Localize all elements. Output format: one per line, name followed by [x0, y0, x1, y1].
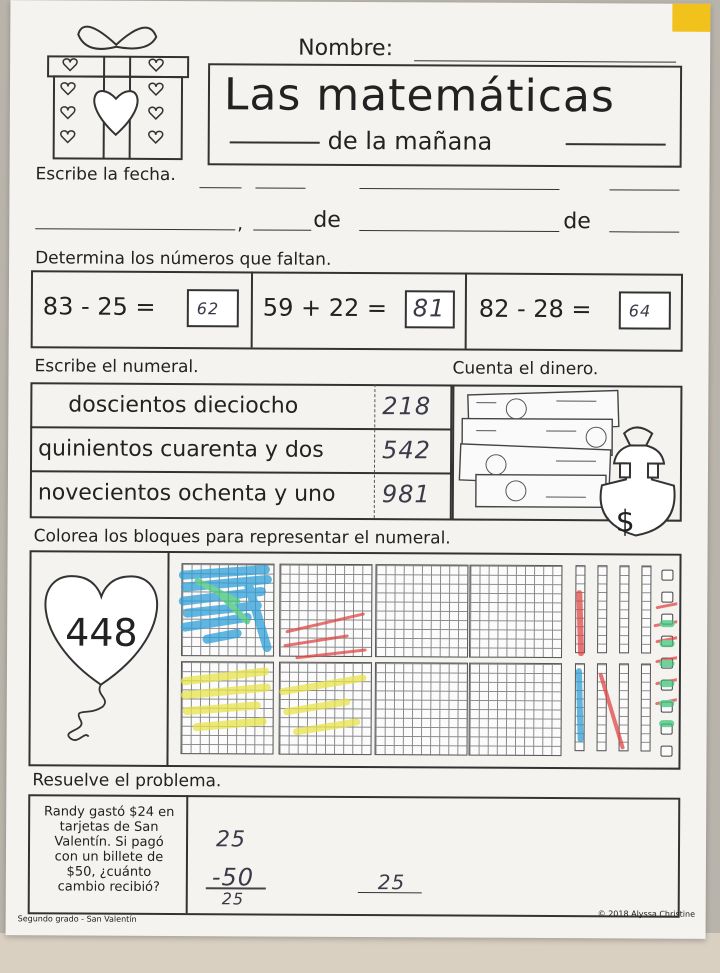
- blocks-prompt: Colorea los bloques para representar el numeral.: [33, 526, 451, 549]
- year-line[interactable]: [609, 213, 679, 232]
- date-line-4[interactable]: [609, 171, 679, 190]
- problem-2-answer-box[interactable]: [405, 290, 455, 328]
- date-de-1: de: [313, 207, 341, 233]
- background-floor: [0, 933, 720, 973]
- money-bag-icon: [596, 423, 683, 543]
- footer-right: © 2018 Alyssa Christine: [597, 909, 696, 919]
- date-prompt: Escribe la fecha.: [35, 164, 176, 186]
- problem-line: $50, ¿cuánto: [66, 864, 152, 880]
- problem-line: cambio recibió?: [57, 879, 160, 895]
- divider: [465, 273, 467, 349]
- numeral-words-3: novecientos ochenta y uno: [37, 480, 336, 507]
- day-line[interactable]: [253, 211, 311, 230]
- footer-left: Segundo grado - San Valentín: [17, 914, 137, 924]
- word-problem-prompt: Resuelve el problema.: [32, 770, 222, 792]
- problem-line: con un billete de: [54, 849, 164, 865]
- name-label: Nombre:: [298, 35, 394, 62]
- date-line-3[interactable]: [359, 170, 559, 190]
- numeral-answer-2[interactable]: 542: [382, 436, 431, 465]
- problem-line: Valentín. Si pagó: [54, 834, 164, 850]
- numeral-words-1: doscientos dieciocho: [68, 392, 299, 419]
- date-line-1[interactable]: [199, 169, 241, 188]
- numeral-words-2: quinientos cuarenta y dos: [38, 436, 324, 463]
- date-de-2: de: [563, 209, 591, 235]
- bag-dollar-symbol: $: [615, 504, 635, 540]
- problem-1-answer-box[interactable]: [187, 289, 239, 327]
- problem-3-answer-box[interactable]: [619, 291, 671, 329]
- target-number: 448: [65, 610, 138, 655]
- problem-1-answer: 62: [196, 299, 220, 319]
- heart-balloon-icon: [37, 566, 166, 747]
- work-line-3: 25: [221, 889, 245, 909]
- crayon-coloring: [176, 561, 677, 760]
- name-line[interactable]: [414, 38, 676, 62]
- problem-1-expression: 83 - 25 =: [42, 292, 156, 321]
- numerals-prompt: Escribe el numeral.: [34, 356, 199, 378]
- work-line-1: 25: [215, 827, 247, 853]
- problem-line: Randy gastó $24 en: [43, 804, 175, 821]
- date-line-2[interactable]: [255, 169, 305, 188]
- money-prompt: Cuenta el dinero.: [452, 358, 599, 380]
- page-title: Las matemáticas: [223, 69, 616, 123]
- work-line-2: -50: [211, 863, 255, 892]
- date-comma: ,: [237, 213, 244, 235]
- numeral-answer-1[interactable]: 218: [382, 392, 432, 421]
- problem-2-answer: 81: [412, 294, 446, 323]
- problem-3-expression: 82 - 28 =: [478, 294, 592, 324]
- month-line[interactable]: [359, 212, 559, 232]
- gift-box-icon: [38, 14, 199, 165]
- page-subtitle: de la mañana: [327, 126, 493, 156]
- numeral-answer-3[interactable]: 981: [381, 480, 431, 509]
- problem-3-answer: 64: [628, 301, 652, 321]
- divider: [251, 271, 253, 347]
- worksheet-page: [6, 0, 711, 939]
- word-problem-text: [32, 804, 186, 895]
- yellow-tab: [672, 4, 710, 32]
- missing-prompt: Determina los números que faltan.: [35, 248, 332, 270]
- word-problem-answer[interactable]: 25: [377, 870, 406, 895]
- problem-line: tarjetas de San: [59, 819, 159, 835]
- problem-2-expression: 59 + 22 =: [262, 293, 388, 323]
- weekday-line[interactable]: [35, 210, 235, 230]
